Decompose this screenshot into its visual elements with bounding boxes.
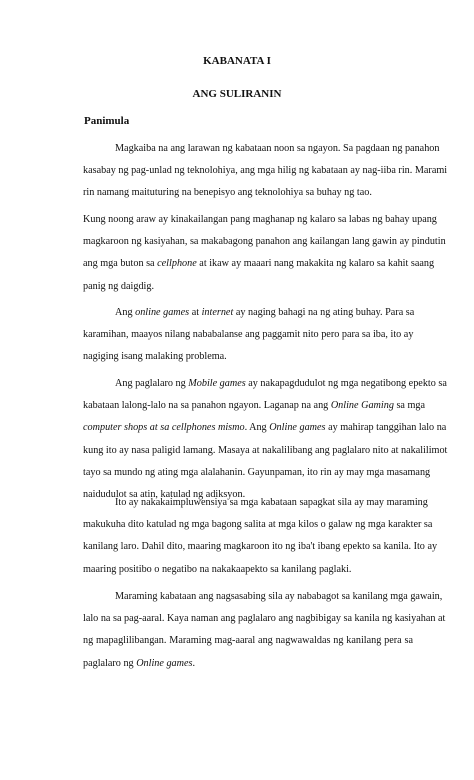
paragraph-line: naidudulot sa atin, katulad ng adiksyon. — [83, 489, 246, 501]
paragraph — [83, 209, 446, 298]
paragraph-line: panig ng daigdig. — [83, 280, 155, 292]
paragraph-line: kanilang laro. Dahil dito, maaring magkaroon ito ng iba't ibang epekto sa kanila. Ito ay — [83, 541, 438, 553]
paragraph-line: ang mga buton sa cellphone at ikaw ay maaari nang makakita ng kalaro sa kahit saang — [83, 258, 435, 270]
paragraph — [83, 492, 438, 581]
paragraph — [83, 302, 413, 369]
paragraph — [83, 586, 446, 675]
paragraph-line: paglalaro ng Online games. — [83, 657, 196, 669]
paragraph-line: kung ito ay nasa paligid lamang. Masaya at nakalilibang ang paglalaro nito at nakalilimot — [83, 444, 448, 456]
paragraph-line: karamihan, maayos nilang nababalanse ang paggamit nito pero para sa iba, ito ay — [83, 329, 414, 341]
paragraph-line: lalo na sa pag-aaral. Kaya naman ang paglalaro ang nagbibigay sa kanila ng kasiyahan at — [83, 613, 446, 625]
chapter-heading: KABANATA I — [203, 55, 271, 67]
paragraph-line: maaring positibo o negatibo na nakakaapekto sa kanilang paglaki. — [83, 563, 352, 575]
paragraph-line: tayo sa mundo ng ating mga alalahanin. Gayunpaman, ito rin ay may mga masamang — [83, 466, 431, 478]
paragraph-line: Ito ay nakakaimpluwensiya sa mga kabataan sapagkat sila ay may maraming — [115, 497, 428, 508]
paragraph-line: Maraming kabataan ang nagsasabing sila ay nababagot sa kanilang mga gawain, — [115, 591, 443, 602]
section-heading: Panimula — [84, 115, 130, 127]
paragraph — [83, 373, 448, 506]
paragraph-line: magkaroon ng kasiyahan, sa makabagong panahon ang kailangan lang gawin ay pindutin — [83, 236, 446, 248]
paragraph-line: computer shops at sa cellphones mismo. Ang Online games ay mahirap tanggihan lalo na — [83, 422, 447, 434]
paragraph-line: ng mapaglilibangan. Maraming mag-aaral ang nagwawaldas ng kanilang pera sa — [83, 635, 413, 647]
paragraph-line: Magkaiba na ang larawan ng kabataan noon sa ngayon. Sa pagdaan ng panahon — [115, 143, 440, 154]
paragraph-line: kabataan lalong-lalo na sa panahon ngayon. Laganap na ang Online Gaming sa mga — [83, 400, 426, 412]
paragraph-line: Kung noong araw ay kinakailangan pang maghanap ng kalaro sa labas ng bahay upang — [83, 214, 437, 225]
chapter-title: ANG SULIRANIN — [192, 88, 282, 100]
paragraph-line: makukuha dito katulad ng mga bagong salita at mga kilos o galaw ng mga karakter sa — [83, 519, 433, 531]
paragraph-line: Ang online games at internet ay naging bahagi na ng ating buhay. Para sa — [115, 307, 415, 318]
paragraph-line: nagiging isang malaking problema. — [83, 351, 227, 363]
paragraph-line: Ang paglalaro ng Mobile games ay nakapagdudulot ng mga negatibong epekto sa — [115, 378, 447, 389]
paragraph — [83, 138, 448, 205]
paragraph-line: rin namang maituturing na benepisyo ang teknolohiya sa buhay ng tao. — [83, 187, 372, 199]
paragraph-line: kasabay ng pag-unlad ng teknolohiya, ang mga hilig ng kabataan ay nag-iiba rin. Marami — [83, 165, 448, 177]
